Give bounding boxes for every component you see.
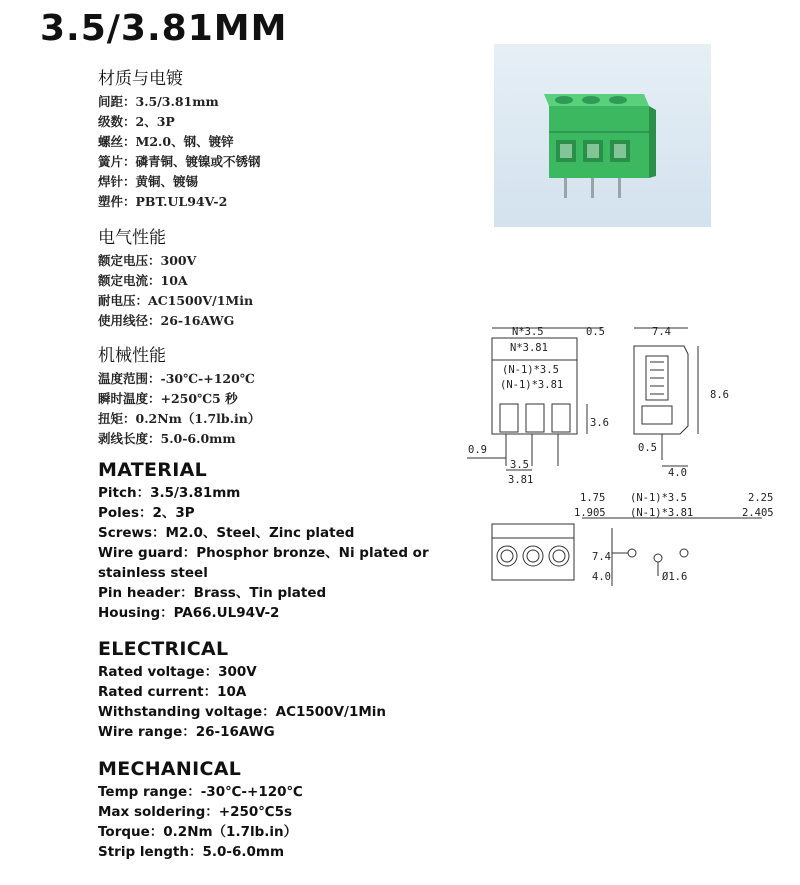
dim-2405: 2.405 <box>742 507 774 519</box>
dim-35-bottom: 3.5 <box>510 459 529 471</box>
page-title: 3.5/3.81MM <box>40 8 288 49</box>
cn-electrical-line: 耐电压：AC1500V/1Min <box>98 293 254 308</box>
cn-material-line: 焊针：黄铜、镀锡 <box>98 174 199 189</box>
dim-225: 2.25 <box>748 492 774 504</box>
en-mechanical-heading: MECHANICAL <box>98 758 242 780</box>
cn-material-line: 级数：2、3P <box>98 114 175 129</box>
en-material-line: Screws：M2.0、Steel、Zinc plated <box>98 525 355 541</box>
dim-40-side: 4.0 <box>668 467 687 479</box>
product-photo <box>494 44 711 227</box>
dim-74-left: 7.4 <box>592 551 611 563</box>
cn-material-line: 间距：3.5/3.81mm <box>98 94 219 109</box>
en-mechanical-line: Torque：0.2Nm（1.7lb.in） <box>98 824 298 840</box>
en-material-line: Poles：2、3P <box>98 505 195 521</box>
dim-n1-381: (N-1)*3.81 <box>500 379 564 391</box>
dim-381-bottom: 3.81 <box>508 474 534 486</box>
en-electrical-line: Rated voltage：300V <box>98 664 257 680</box>
en-mechanical-line: Strip length：5.0-6.0mm <box>98 844 285 860</box>
cn-mechanical-line: 剥线长度：5.0-6.0mm <box>98 431 236 446</box>
en-electrical-line: Withstanding voltage：AC1500V/1Min <box>98 704 387 720</box>
cn-electrical-section <box>98 223 253 331</box>
cn-electrical-heading: 电气性能 <box>98 228 166 248</box>
cn-electrical-line: 额定电压：300V <box>98 253 197 268</box>
en-electrical-line: Wire range：26-16AWG <box>98 724 275 740</box>
en-material-section <box>98 459 429 623</box>
en-material-line: stainless steel <box>98 565 208 581</box>
dim-n1-35-b: (N-1)*3.5 <box>630 492 687 504</box>
en-electrical-section <box>98 638 386 742</box>
en-mechanical-line: Max soldering：+250℃5s <box>98 804 293 820</box>
dim-86: 8.6 <box>710 389 729 401</box>
dim-n381: N*3.81 <box>510 342 548 354</box>
cn-mechanical-line: 扭矩：0.2Nm（1.7lb.in） <box>98 411 261 426</box>
dimension-drawing <box>462 318 792 593</box>
cn-material-section <box>98 64 261 212</box>
cn-material-line: 簧片：磷青铜、镀镍或不锈钢 <box>98 154 261 169</box>
en-electrical-heading: ELECTRICAL <box>98 638 229 660</box>
dim-74-top: 7.4 <box>652 326 671 338</box>
en-material-line: Pin header：Brass、Tin plated <box>98 585 327 601</box>
cn-material-heading: 材质与电镀 <box>98 69 183 89</box>
dim-05-side: 0.5 <box>638 442 657 454</box>
dim-36: 3.6 <box>590 417 609 429</box>
en-electrical-line: Rated current：10A <box>98 684 247 700</box>
cn-mechanical-line: 温度范围：-30℃-+120℃ <box>98 371 255 386</box>
dim-n35: N*3.5 <box>512 326 544 338</box>
cn-electrical-line: 额定电流：10A <box>98 273 188 288</box>
dim-1905: 1.905 <box>574 507 606 519</box>
dim-hole: Ø1.6 <box>662 571 688 583</box>
dim-n1-35: (N-1)*3.5 <box>502 364 559 376</box>
cn-mechanical-heading: 机械性能 <box>98 346 166 366</box>
dim-09: 0.9 <box>468 444 487 456</box>
en-mechanical-line: Temp range：-30℃-+120℃ <box>98 784 303 800</box>
dim-40-left: 4.0 <box>592 571 611 583</box>
en-material-heading: MATERIAL <box>98 459 207 481</box>
cn-material-line: 螺丝：M2.0、钢、镀锌 <box>98 134 234 149</box>
dim-05-top: 0.5 <box>586 326 605 338</box>
cn-electrical-line: 使用线径：26-16AWG <box>98 313 235 328</box>
cn-mechanical-line: 瞬时温度：+250℃5 秒 <box>98 391 238 406</box>
dim-175: 1.75 <box>580 492 606 504</box>
en-material-line: Housing：PA66.UL94V-2 <box>98 605 280 621</box>
cn-material-line: 塑件：PBT.UL94V-2 <box>98 194 228 209</box>
en-material-line: Pitch：3.5/3.81mm <box>98 485 241 501</box>
en-mechanical-section <box>98 758 303 862</box>
dim-n1-381-b: (N-1)*3.81 <box>630 507 694 519</box>
en-material-line: Wire guard：Phosphor bronze、Ni plated or <box>98 545 429 561</box>
cn-mechanical-section <box>98 341 260 449</box>
